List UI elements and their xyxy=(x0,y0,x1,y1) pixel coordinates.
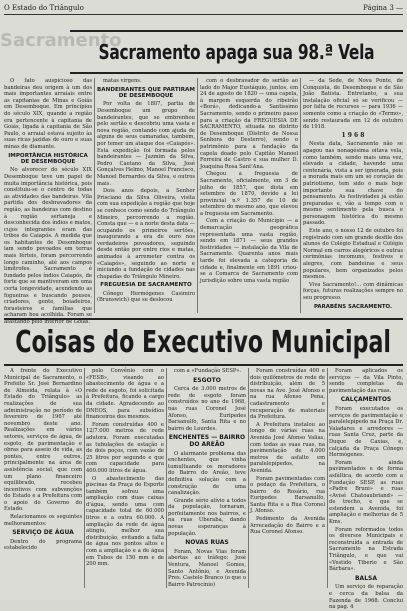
paragraph: Foram aplicados os serviços — da Vila Pinto, sendo completas da pavimentação das ruas. xyxy=(329,368,403,394)
paragraph: Foram executados os serviços de pavimentação e paralelepípedo na Praça Dr. Valadares e arredores — ruas Santa Cruz, parte da Duque de Caxias, e, calçada da Praça Cônego Hermógenes. xyxy=(329,405,403,459)
paragraph: com a «Fundação SESP». xyxy=(174,368,242,374)
header-page-number: Página 3 — xyxy=(363,4,403,12)
top-column-1 xyxy=(4,78,92,325)
paragraph: Grande sério alívio a todos da população, tornaram, perfeitamente nos bairros, e na ruas Uberaba, dando novas esperanças à população. xyxy=(168,497,246,537)
column-rule xyxy=(166,368,167,588)
paragraph: A Prefeitura instalou ao longo de várias ruas na Avenida José Afonso Valias, com todas as suas ruas, na pavimentação de 4.000 metros de asfalto em paralelepípedos, na Avenida. xyxy=(250,421,325,474)
paragraph: Um serviço de reparação e cerca da balsa da Fazenda de 1968. Conclui na pag. 4 xyxy=(329,584,403,611)
paragraph: Pedimento da Avenida Arrecadação do Bairro e a Rua Coronel Afonso. xyxy=(250,516,325,536)
paragraph: Por volta de 1807, partia de Desemboque um grupo de bandeirantes, que se embrenhou pelo sertão e descobriu uma vasta e nova região, contando com ajuda de alguns de seus camaradas, também, por temer um ataque dos «Caiapós». Esta expedição foi formada pelos bandeirantes — Jazmim da Silva, Pedro Caetano da Silva, José Gonçalves Helmo, Manoel Francisco, Manoel Bernardes da Silva, e outros mais. xyxy=(97,101,195,187)
subhead: FREGUESIA DE SACRAMENTO xyxy=(100,282,192,289)
subhead: BANDEIRANTES QUE PARTIRAM DE DESEMBOQUE xyxy=(97,86,195,99)
paragraph: Relacionamos os seguintes melhoramentos: xyxy=(4,514,82,527)
top-column-3 xyxy=(200,78,298,313)
paragraph: No alvorecer do século XIX Desemboque teve um papel de muita importância histórica, pois constituiu-se o centro de todas as atividades das bandeiras. Vila partida dos desbravadores da região, as bandeiras com destino à região sertaneja e desconhecida dos índios e matos, cujos integrantes eram das tribos de Caiapós. A medida que os habitantes de Desemboque iam sendo povoados em terras mais férteis, foram percorrendo longo caminho, até aos campos limítrofes. Sacramento é fundado pelos índios Caiapós, de forte que se mantiveram em uma certa longevidade, acendendo as fogueiras e buscando pousos, criadores, gente, boiadeiros, forasteiros e famílias que acharam boa acolhida. Foram se afastando pelo interior de Goiás. xyxy=(4,167,92,325)
bottom-headline-band xyxy=(4,318,403,366)
top-headline: Sacramento apaga sua 98.ª Vela xyxy=(98,40,375,64)
paragraph: Foram pavimentadas com o pedaço da Prefeitura, o bairro do Rosário, rua Euripedes Barsanulfo, Santa Rita e a Rua Coronel J. Afonso. xyxy=(250,475,325,515)
paragraph: Foram ainda pavimentados e de forma asfáltica, de acordo com a Fundação SESP, as ruas «Padre Bruni» e ruas «Avisé Chatoaubriand» — de trecho, e que se estendem a Avenida, foi ampliação e melhorias de 5 Kms. xyxy=(329,459,403,526)
paragraph: Viva Sacramento!... com dinâmicas forças, futuras realizações sempre no seu progresso. xyxy=(303,281,403,301)
paragraph: Com a criação do Município — a demarcação geográfica representada uma vasta região, sendo em 1871 — seus grandes festividades — instalação da Vila de Sacramento. Quarenta anos mais tarde foi elevada a categoria de cidade e, finalmente em 1891 criou-se a Comarca de Sacramento com jurisdição sobre uma vasta região xyxy=(200,218,298,284)
header-masthead: O Estado do Triângulo xyxy=(4,4,84,12)
column-rule xyxy=(197,78,198,313)
top-headline-band xyxy=(70,30,403,74)
paragraph: Nesta data, Sacramento não se apagou nas nonagésima oitava vela, como também, sendo mais uma vez, elevado a cidade, havendo uma centenária, vista a ser ignorada, pois a morada mais em um só coração de patriotismo, tem sido o mais hoje importante sua chave do pensamento. As festividades já estão preparadas e, vão a tempo com o mesmo sentimento pela busca e personagem histórica do mesmo passado. xyxy=(303,141,403,227)
subhead: NOVAS RUAS xyxy=(185,539,229,547)
paragraph: O abastecimento das piscinas da Praça do Esporte também sofreu uma ampliação com duas caixas d'água, sendo uma com capacidade total de 60.000 litros e a outra 60.000. A ampliação da rede de água atingiu, melhor sua distribuição, evitando a falta de água nos pontos altos e com a ampliação e a de água em Tubos de 150 mm e de 200 mm. xyxy=(86,475,164,568)
bottom-column-4 xyxy=(250,368,325,593)
bleed-through-text: Sacramento xyxy=(0,30,122,51)
column-rule xyxy=(248,368,249,588)
paragraph: A frente do Executivo Municipal de Sacramento, o Prefeito Sr. José Bernardino de Almeida, relata à «O Estado do Triângulo» as realizações de sua administração no período de fevereiro de 1967 até novembro deste ano. Realizações em vários setores, serviços de água, de esgoto, de pavimentação e obras para asseio de vida, as pontes, entre outros, principalmente na área de assistência social, que com um plano financeiro equilibrado, recebeu incentivos com subvenções do Estado e a Prefeitura com o apoio do Governo do Estado. xyxy=(4,368,82,513)
column-rule xyxy=(327,368,328,588)
top-column-4 xyxy=(303,78,403,313)
column-rule xyxy=(94,78,95,313)
paragraph: O alarmante problema das enchentes, que vinha tumultuando os moradores do Bairro do Areão, teve definitiva solução com a construção de uma canalização. xyxy=(168,450,246,497)
subhead: BALSA xyxy=(354,574,377,582)
paragraph: — da Sede, de Nova Ponte, de Conquista, de Desemboque e de São João Batista. Entretanto, a sua instalação oficial só se verificou — por falta de recursos — para 1936 — somente como a criação do «Termo», sendo restaurada em 12 de outubro de 1918. xyxy=(303,78,403,131)
closing-signature: PARABÉNS SACRAMENTO. xyxy=(313,303,393,310)
subhead: ENCHENTES — BAIRRO DO AREÃO xyxy=(168,434,246,448)
subhead: IMPORTÂNCIA HISTÓRICA DE DESEMBOQUE xyxy=(8,152,88,165)
column-rule xyxy=(84,368,85,588)
paragraph: Foram, Novas Vias foram abertas ao tráfego: José Ventura, Manoel Gomes, Santo Antônio, e Avenida Pres. Castelo Branco (o que o Bairro Patrocínio) xyxy=(168,548,247,588)
paragraph: Foram construídas 400 e dois quilômetros de rede de distribuição, além de 5 novas na Ave. José Afonso e na rua Afonso Pena, cadastramento e recuperação de materiais da Prefeitura. xyxy=(250,368,325,421)
bottom-column-1 xyxy=(4,368,82,593)
subhead: SERVIÇO DE ÁGUA xyxy=(12,529,74,537)
paragraph: pelo Convênio com o «FESB», visando ao abastecimento de água e a rede de esgoto, foi solicitada à Prefeitura, ficando a cargo da cidade. Agradecendo ao DNEOS, para subsídios financeiros dos mesmos. xyxy=(86,368,164,421)
subhead: ESGOTO xyxy=(193,376,221,384)
paragraph: Foram construídas 400 e 12/7.000 metros de rede adutora. Foram executadas as tubulações de estação e de dois poços, com vazão de 25 litros por segundo e que com capacidade para 400.000 litros de água. xyxy=(86,421,164,474)
paragraph: Este ano, o nosso 12 de outubro foi registrado com um grande desfile dos alunos do Colégio Estadual e Colégio Normal em carros alegóricos e outras cerimônias incomuns, festivos e alegres, com bandeiras e seus populares, bem organizados pelos mesmos. xyxy=(303,228,403,281)
year-heading: 1 9 6 8 xyxy=(341,131,365,139)
running-header xyxy=(4,2,403,14)
bottom-column-3 xyxy=(168,368,246,593)
paragraph: Chegou a freguesia de Sacramento, oficialmente, em 3 de julho de 1857, que dista em setembro de 1870, devido a lei provincial n.º 1.357 de 10 de setembro do mesmo ano, que elevou a freguesia em Sacramento. xyxy=(200,171,298,217)
paragraph: Cônego Hermógenes Casimiro (Brunswich) que se deslocou xyxy=(97,290,195,304)
paragraph: Foram reformados todos os diversos Municipais e reconstruída a entrada de Sacramento na Estrada Triângulo, e que vai «Vestido Tiberio e São Bárbara». xyxy=(329,526,403,573)
bottom-column-2 xyxy=(86,368,164,593)
header-rule xyxy=(4,14,403,15)
bottom-headline: Coisas do Executivo Municipal xyxy=(15,324,392,360)
paragraph: matas virgens. xyxy=(103,78,142,84)
paragraph: O fato auspicioso das bandeiras deu origem à um dos mais importantes arraiais entre as capitanias de Minas e Goiás em Desemboque. Em princípios do século XIX, quando a região era pertencente à capitania de Goiás, ligada à capitania de São Paulo, o arraial estava sujeito às suas ricas jazidas de ouro e suas minas de diamante. xyxy=(4,78,92,150)
paragraph: Dois anos depois, a Senhor Prisciano da Silva Oliveira, visita com sua expedição a região que hoje se conhece como sendo do Triângulo Mineiro, percorrendo a região. Consta que — e a norte desta data — ocupando os primeiros sertões, inaugurando a era de ouro nos verdadeiros povoadores, seguindo desde então por entre rios e matas, animados à arremeter contra os «Caiapós», seguindo ao norte e iniciando a fundação de cidades nas chapadas do Triângulo Mineiro. xyxy=(97,188,195,280)
paragraph: com o desbravador do sertão ao lado do Major Eustáquio, juntos, em 24 de agosto de 1820 — uma capela, à margem esquerda do ribeirão «Borá», dedicando-a Santíssimo Sacramento, sendo o primeiro passo para a criação da FREGUESIA DE SACRAMENTO, situada no distrito de Desemboque (Distrito de Nossa Senhora do Desterro), sendo o patrimônio para a fundação da capela doado pelo Capitão Manoel Ferreira de Castro e sua mulher D. Joaquina Rosa Sant'Ana. xyxy=(200,78,298,170)
paragraph: Dentro do programa estabelecido xyxy=(4,538,82,552)
paragraph: Cerca de 3.000 metros de rede de esgoto foram construídos no ano de 1968, nas ruas Coronel José Afonso, Euripedes Barsanulfo, Santa Rita e no bairro de Lourdes. xyxy=(168,386,246,432)
bottom-column-5 xyxy=(329,368,403,611)
subhead: CALÇAMENTOS xyxy=(340,396,392,404)
top-column-2 xyxy=(97,78,195,313)
column-rule xyxy=(300,78,301,313)
